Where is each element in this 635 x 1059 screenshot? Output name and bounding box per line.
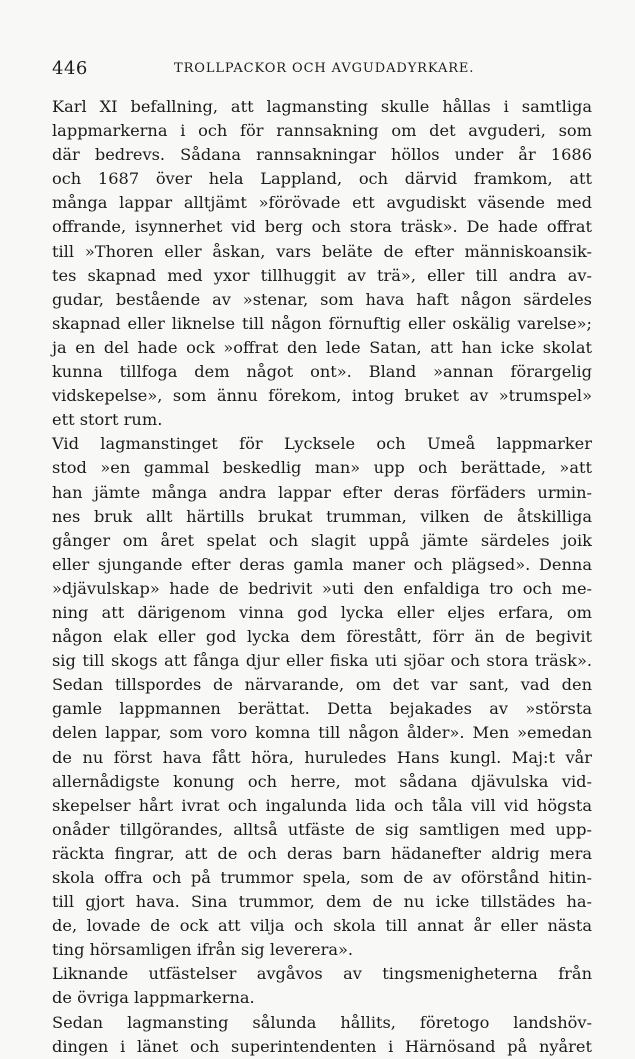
text-line: Vid lagmanstinget för Lycksele och Umeå lappmarker bbox=[52, 434, 592, 454]
text-line: stod »en gammal beskedlig man» upp och berättade, »att bbox=[52, 458, 592, 478]
text-line: sig till skogs att fånga djur eller fiska uti sjöar och stora träsk». bbox=[52, 651, 592, 671]
text-line: onåder tillgörandes, alltså utfäste de sig samtligen med upp- bbox=[52, 819, 592, 839]
text-line: delen lappar, som voro komna till någon ålder». Men »emedan bbox=[52, 723, 592, 743]
text-line: ting hörsamligen ifrån sig leverera». bbox=[52, 940, 354, 960]
text-line: skepelser hårt ivrat och ingalunda lida och tåla vill vid högsta bbox=[52, 795, 592, 815]
text-line: Sedan tillspordes de närvarande, om det var sant, vad den bbox=[52, 675, 592, 695]
text-line: gamle lappmannen berättat. Detta bejakades av »största bbox=[52, 699, 592, 719]
text-line: lappmarkerna i och för rannsakning om det avguderi, som bbox=[52, 121, 592, 141]
page-header bbox=[52, 58, 592, 82]
text-line: Sedan lagmansting sålunda hållits, företogo landshöv- bbox=[52, 1012, 592, 1032]
text-line: räckta fingrar, att de och deras barn hädanefter aldrig mera bbox=[52, 843, 592, 863]
text-line: tes skapnad med yxor tillhuggit av trä», eller till andra av- bbox=[52, 265, 592, 285]
text-line: vidskepelse», som ännu förekom, intog bruket av »trumspel» bbox=[52, 386, 592, 406]
text-line: Liknande utfästelser avgåvos av tingsmenigheterna från bbox=[52, 964, 592, 984]
text-line: ja en del hade ock »offrat den lede Satan, att han icke skolat bbox=[52, 337, 592, 357]
page-number: 446 bbox=[52, 58, 88, 79]
text-line: Karl XI befallning, att lagmansting skulle hållas i samtliga bbox=[52, 97, 592, 116]
text-line: där bedrevs. Sådana rannsakningar höllos under år 1686 bbox=[52, 145, 592, 165]
running-head: TROLLPACKOR OCH AVGUDADYRKARE. bbox=[174, 61, 475, 76]
text-line: ning att därigenom vinna god lycka eller eljes erfara, om bbox=[52, 602, 592, 622]
text-line: »djävulskap» hade de bedrivit »uti den enfaldiga tro och me- bbox=[52, 578, 592, 598]
text-line: offrande, isynnerhet vid berg och stora träsk». De hade offrat bbox=[52, 217, 592, 237]
text-line: han jämte många andra lappar efter deras förfäders urmin- bbox=[52, 482, 592, 502]
text-line: de övriga lappmarkerna. bbox=[52, 988, 255, 1008]
text-line: allernådigste konung och herre, mot sådana djävulska vid- bbox=[52, 771, 592, 791]
text-line: till »Thoren eller åskan, vars beläte de efter människoansik- bbox=[52, 241, 592, 261]
text-line: och 1687 över hela Lappland, och därvid framkom, att bbox=[52, 169, 592, 189]
text-line: ett stort rum. bbox=[52, 410, 163, 430]
text-line: de, lovade de ock att vilja och skola till annat år eller nästa bbox=[52, 916, 592, 936]
text-line: de nu först hava fått höra, huruledes Hans kungl. Maj:t vår bbox=[52, 747, 592, 767]
text-line: dingen i länet och superintendenten i Härnösand på nyåret bbox=[52, 1036, 592, 1056]
text-line: skola offra och på trummor spela, som de av oförstånd hitin- bbox=[52, 868, 592, 887]
text-line: nes bruk allt härtills brukat trumman, vilken de åtskilliga bbox=[52, 506, 592, 526]
text-line: gånger om året spelat och slagit uppå jämte särdeles joik bbox=[52, 530, 592, 550]
text-line: kunna tillfoga dem något ont». Bland »annan förargelig bbox=[52, 362, 592, 382]
text-line: eller sjungande efter deras gamla maner och plägsed». Denna bbox=[52, 554, 592, 574]
text-line: många lappar alltjämt »förövade ett avgudiskt väsende med bbox=[52, 193, 592, 213]
text-line: någon elak eller god lycka dem förestått, förr än de begivit bbox=[52, 627, 592, 647]
text-line: gudar, bestående av »stenar, som hava haft någon särdeles bbox=[52, 289, 592, 309]
text-line: skapnad eller liknelse till någon förnuftig eller oskälig varelse»; bbox=[52, 313, 592, 333]
text-line: till gjort hava. Sina trummor, dem de nu icke tillstädes ha- bbox=[52, 892, 592, 912]
body-text bbox=[52, 95, 592, 1059]
